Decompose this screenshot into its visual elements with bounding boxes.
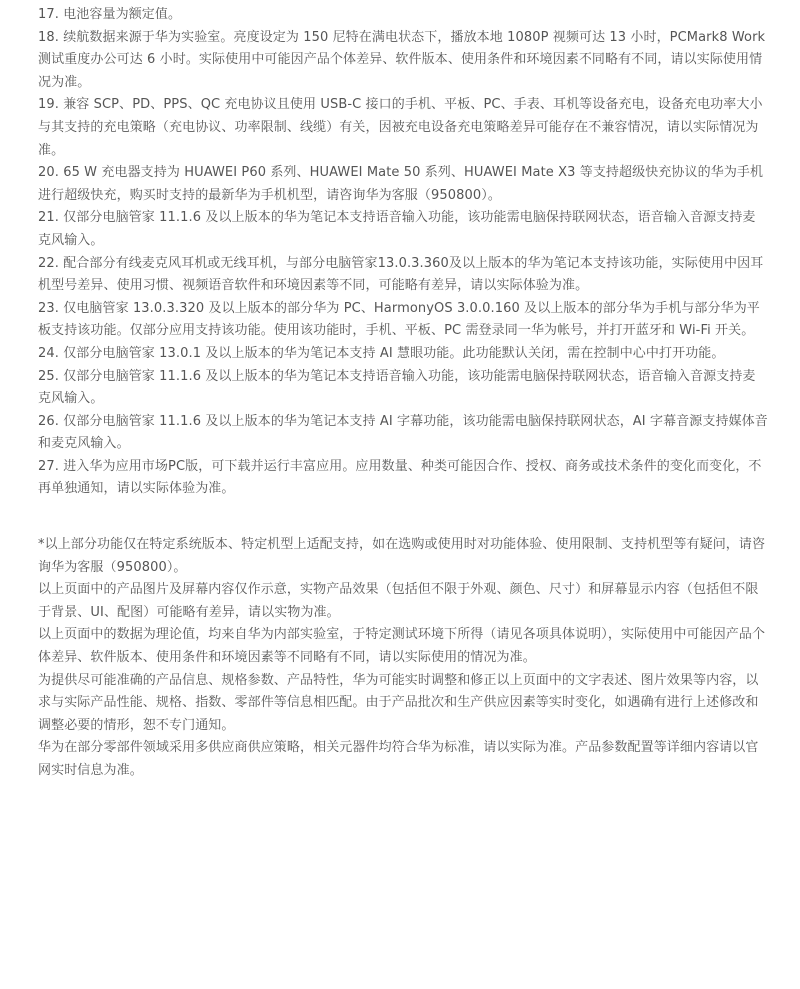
disclaimer-paragraph: 以上页面中的数据为理论值，均来自华为内部实验室，于特定测试环境下所得（请见各项具体说明），实际使用中可能因产品个体差异、软件版本、使用条件和环境因素等不同略有不同，请以实际使用的情况为准。 [38,627,766,665]
footnote-24: 24. 仅部分电脑管家 13.0.1 及以上版本的华为笔记本支持 AI 慧眼功能。此功能默认关闭，需在控制中心中打开功能。 [38,345,725,361]
footnote-list [38,4,768,501]
disclaimer-paragraph: 为提供尽可能准确的产品信息、规格参数、产品特性，华为可能实时调整和修正以上页面中的文字表述、图片效果等内容，以求与实际产品性能、规格、指数、零部件等信息相匹配。由于产品批次和生产供应因素等实时变化，如遇确有进行上述修改和调整必要的情形，恕不专门通知。 [38,672,759,733]
disclaimer-paragraph: 华为在部分零部件领域采用多供应商供应策略，相关元器件均符合华为标准，请以实际为准。产品参数配置等详细内容请以官网实时信息为准。 [38,740,759,778]
disclaimer-paragraph: *以上部分功能仅在特定系统版本、特定机型上适配支持，如在选购或使用时对功能体验、使用限制、支持机型等有疑问，请咨询华为客服（950800）。 [38,537,766,575]
footnote-19: 19. 兼容 SCP、PD、PPS、QC 充电协议且使用 USB-C 接口的手机、平板、PC、手表、耳机等设备充电，设备充电功率大小与其支持的充电策略（充电协议、功率限制、线缆）有关，因被充电设备充电策略差异可能存在不兼容情况，请以实际情况为准。 [38,97,763,158]
disclaimer-block [38,534,768,783]
footnote-27: 27. 进入华为应用市场PC版，可下载并运行丰富应用。应用数量、种类可能因合作、授权、商务或技术条件的变化而变化，不再单独通知，请以实际体验为准。 [38,458,762,497]
footnote-20: 20. 65 W 充电器支持为 HUAWEI P60 系列、HUAWEI Mate 50 系列、HUAWEI Mate X3 等支持超级快充协议的华为手机进行超级快充，购买时支持的最新华为手机机型，请咨询华为客服（950800）。 [38,165,764,203]
footnote-25: 25. 仅部分电脑管家 11.1.6 及以上版本的华为笔记本支持语音输入功能，该功能需电脑保持联网状态，语音输入音源支持麦克风输入。 [38,368,756,407]
footnote-23: 23. 仅电脑管家 13.0.3.320 及以上版本的部分华为 PC、HarmonyOS 3.0.0.160 及以上版本的部分华为手机与部分华为平板支持该功能。仅部分应用支持该功能。使用该功能时，手机、平板、PC 需登录同一华为帐号，并打开蓝牙和 Wi-Fi 开关。 [38,300,760,339]
footnote-22: 22. 配合部分有线麦克风耳机或无线耳机，与部分电脑管家13.0.3.360及以上版本的华为笔记本支持该功能，实际使用中因耳机型号差异、使用习惯、视频语音软件和环境因素等不同，可能略有差异，请以实际体验为准。 [38,255,764,294]
disclaimer-paragraph: 以上页面中的产品图片及屏幕内容仅作示意，实物产品效果（包括但不限于外观、颜色、尺寸）和屏幕显示内容（包括但不限于背景、UI、配图）可能略有差异，请以实物为准。 [38,582,759,620]
footnote-26: 26. 仅部分电脑管家 11.1.6 及以上版本的华为笔记本支持 AI 字幕功能，该功能需电脑保持联网状态，AI 字幕音源支持媒体音和麦克风输入。 [38,413,768,452]
footnote-18: 18. 续航数据来源于华为实验室。亮度设定为 150 尼特在满电状态下，播放本地 1080P 视频可达 13 小时，PCMark8 Work 测试重度办公可达 6 小时。实际使用中可能因产品个体差异、软件版本、使用条件和环境因素不同略有不同，请以实际使用情况为准。 [38,29,766,90]
footnote-21: 21. 仅部分电脑管家 11.1.6 及以上版本的华为笔记本支持语音输入功能，该功能需电脑保持联网状态，语音输入音源支持麦克风输入。 [38,210,756,248]
footnote-17: 17. 电池容量为额定值。 [38,7,182,22]
